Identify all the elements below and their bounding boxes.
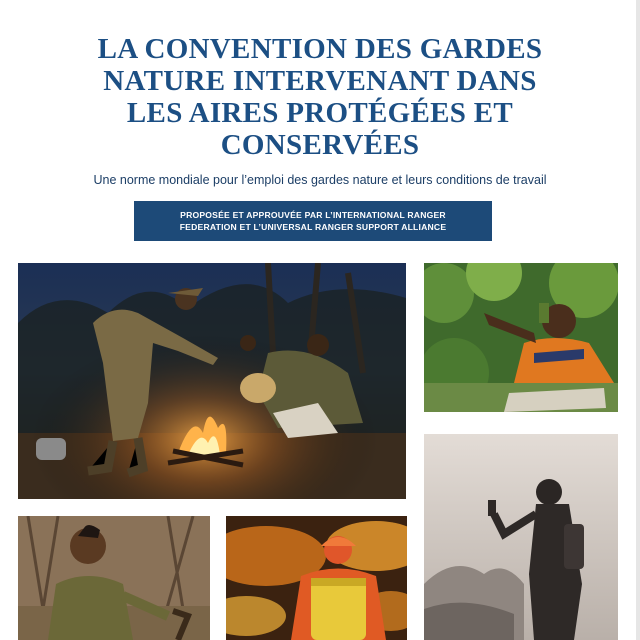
title-line: NATURE INTERVENANT DANS bbox=[103, 65, 537, 97]
ranger-drinking-photo bbox=[424, 263, 618, 412]
ranger-fire-photo bbox=[226, 516, 407, 640]
document-subtitle: Une norme mondiale pour l’emploi des gardes nature et leurs conditions de travail bbox=[93, 173, 547, 187]
campfire-rangers-photo bbox=[18, 263, 406, 499]
page-edge bbox=[636, 0, 640, 640]
endorsement-banner bbox=[134, 201, 492, 241]
banner-line: FEDERATION ET L’UNIVERSAL RANGER SUPPORT ALLIANCE bbox=[179, 222, 447, 232]
title-line: CONSERVÉES bbox=[220, 129, 420, 161]
banner-line: PROPOSÉE ET APPROUVÉE PAR L’INTERNATIONAL RANGER bbox=[180, 210, 446, 220]
document-title bbox=[40, 33, 600, 161]
title-line: LA CONVENTION DES GARDES bbox=[97, 33, 543, 65]
ranger-radio-photo bbox=[424, 434, 618, 640]
ranger-portrait-photo bbox=[18, 516, 210, 640]
title-line: LES AIRES PROTÉGÉES ET bbox=[126, 97, 514, 129]
